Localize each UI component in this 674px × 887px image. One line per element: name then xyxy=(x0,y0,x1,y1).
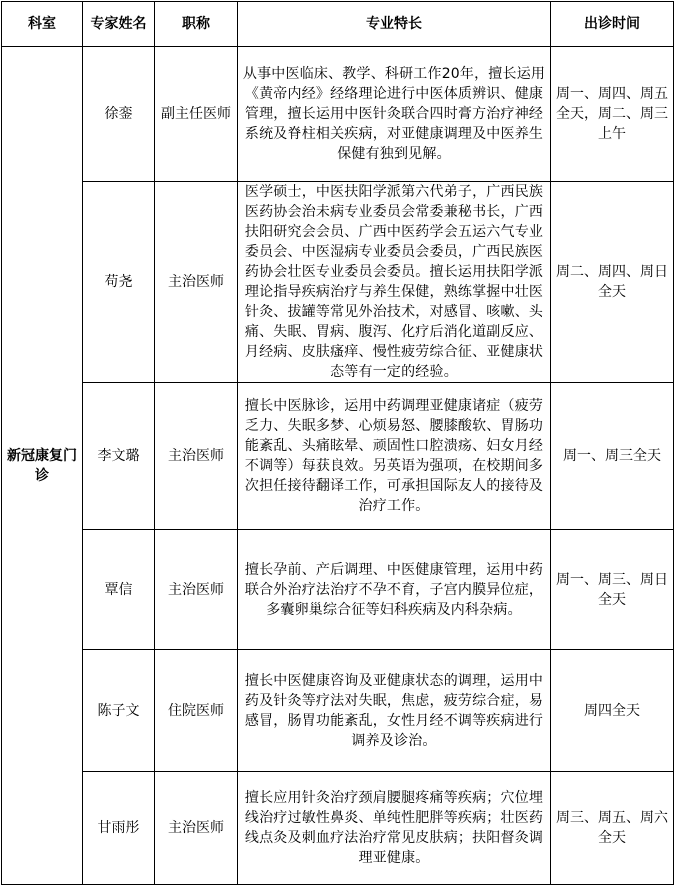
doctor-specialty: 擅长孕前、产后调理、中医健康管理，运用中药联合外治疗法治疗不孕不育，子宫内膜异位症，多囊卵巢综合征等妇科疾病及内科杂病。 xyxy=(238,530,551,650)
doctor-hours: 周一、周三、周日全天 xyxy=(551,530,674,650)
doctor-specialty: 从事中医临床、教学、科研工作20年，擅长运用《黄帝内经》经络理论进行中医体质辨识、健康管理，擅长运用中医针灸联合四时膏方治疗神经系统及脊柱相关疾病，对亚健康调理及中医养生保健有独到见解。 xyxy=(238,47,551,182)
doctor-hours: 周一、周三全天 xyxy=(551,383,674,530)
doctor-name: 陈子文 xyxy=(83,650,155,772)
table-row xyxy=(2,182,674,383)
doctor-hours: 周三、周五、周六全天 xyxy=(551,772,674,885)
header-name-label: 专家姓名 xyxy=(90,16,147,32)
header-row xyxy=(2,2,674,47)
header-dept: 科室 xyxy=(2,2,83,47)
doctor-name: 苟尧 xyxy=(83,182,155,383)
doctor-title: 副主任医师 xyxy=(155,47,238,182)
doctor-name: 甘雨彤 xyxy=(83,772,155,885)
header-hours: 出诊时间 xyxy=(551,2,674,47)
doctor-title: 主治医师 xyxy=(155,383,238,530)
header-title: 职称 xyxy=(155,2,238,47)
doctor-specialty: 医学硕士，中医扶阳学派第六代弟子，广西民族医药协会治未病专业委员会常委兼秘书长，广西扶阳研究会会员、广西中医药学会五运六气专业委员会、中医湿病专业委员会委员，广西民族医药协会壮医专业委员会委员。擅长运用扶阳学派理论指导疾病治疗与养生保健，熟练掌握中壮医针灸、拔罐等常见外治技术，对感冒、咳嗽、头痛、失眠、胃病、腹泻、化疗后消化道副反应、月经病、皮肤瘙痒、慢性疲劳综合征、亚健康状态等有一定的经验。 xyxy=(238,182,551,383)
header-specialty: 专业特长 xyxy=(238,2,551,47)
table-row xyxy=(2,383,674,530)
doctor-name: 徐銮 xyxy=(83,47,155,182)
doctor-name: 李文璐 xyxy=(83,383,155,530)
doctor-title: 主治医师 xyxy=(155,530,238,650)
doctor-hours: 周一、周四、周五全天，周二、周三上午 xyxy=(551,47,674,182)
doctor-title: 住院医师 xyxy=(155,650,238,772)
doctor-specialty: 擅长中医脉诊，运用中药调理亚健康诸症（疲劳乏力、失眠多梦、心烦易怒、腰膝酸软、胃肠功能紊乱、头痛眩晕、顽固性口腔溃疡、妇女月经不调等）每获良效。另英语为强项，在校期间多次担任接待翻译工作，可承担国际友人的接待及治疗工作。 xyxy=(238,383,551,530)
department-cell: 新冠康复门诊 xyxy=(2,47,83,885)
table-row xyxy=(2,650,674,772)
doctor-name: 覃信 xyxy=(83,530,155,650)
clinic-schedule-table xyxy=(1,1,674,885)
table-row xyxy=(2,530,674,650)
doctor-hours: 周四全天 xyxy=(551,650,674,772)
table-row xyxy=(2,772,674,885)
table-row xyxy=(2,47,674,182)
header-name xyxy=(83,2,155,47)
doctor-specialty: 擅长应用针灸治疗颈肩腰腿疼痛等疾病；穴位埋线治疗过敏性鼻炎、单纯性肥胖等疾病；壮医药线点灸及刺血疗法治疗常见皮肤病；扶阳督灸调理亚健康。 xyxy=(238,772,551,885)
doctor-specialty: 擅长中医健康咨询及亚健康状态的调理，运用中药及针灸等疗法对失眠，焦虑，疲劳综合症，易感冒，肠胃功能紊乱，女性月经不调等疾病进行调养及诊治。 xyxy=(238,650,551,772)
doctor-hours: 周二、周四、周日全天 xyxy=(551,182,674,383)
doctor-title: 主治医师 xyxy=(155,772,238,885)
doctor-title: 主治医师 xyxy=(155,182,238,383)
